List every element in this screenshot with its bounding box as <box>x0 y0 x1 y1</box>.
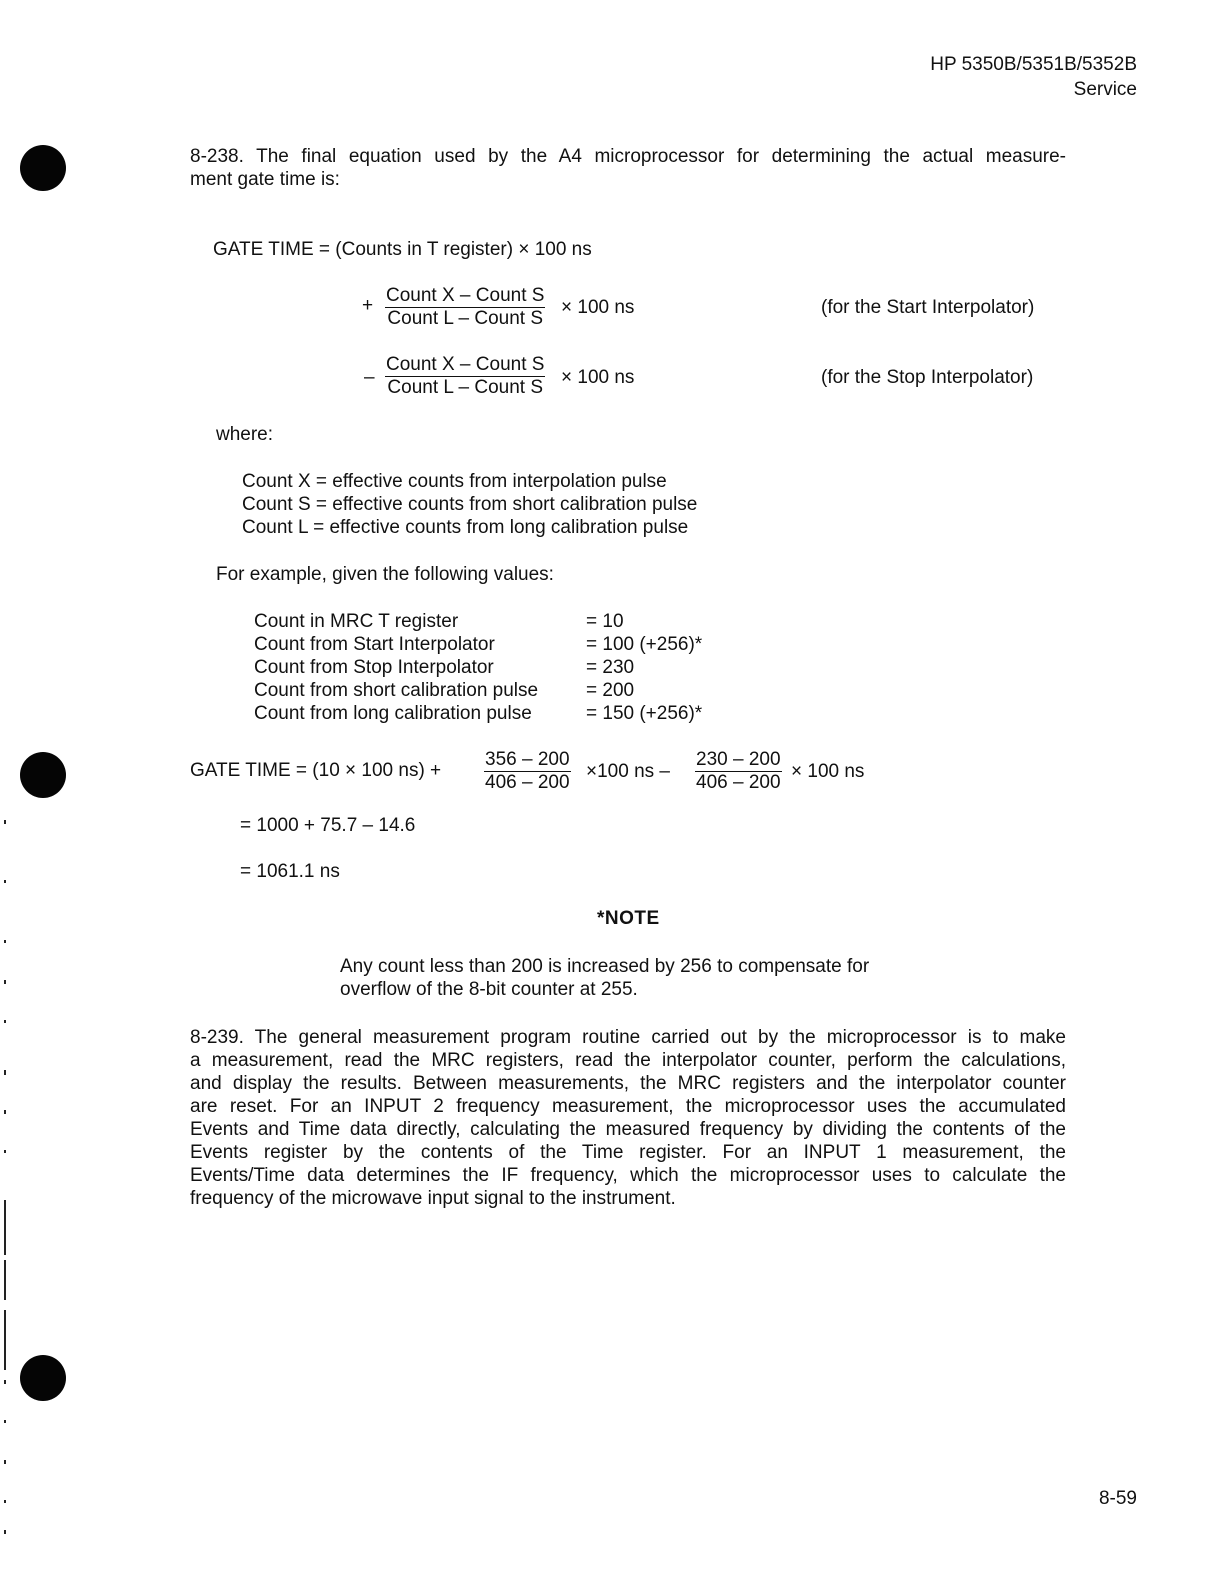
gate-time-equation-lhs: GATE TIME = (Counts in T register) × 100 ns <box>213 239 592 260</box>
binder-hole-middle <box>20 752 66 798</box>
example-intro: For example, given the following values: <box>216 564 554 585</box>
example-value: = 150 (+256)* <box>586 703 703 724</box>
paragraph-line: a measurement, read the MRC registers, read the interpolator counter, perform the calculations, <box>190 1050 1066 1071</box>
definition-count-s: Count S = effective counts from short calibration pulse <box>242 494 698 515</box>
example-value: = 10 <box>586 611 624 632</box>
definition-count-l: Count L = effective counts from long calibration pulse <box>242 517 689 538</box>
fraction-numerator: Count X – Count S <box>386 285 545 306</box>
paragraph-line: 8-238. The final equation used by the A4 microprocessor for determining the actual measure- <box>190 146 1066 167</box>
plus-sign: + <box>362 295 374 316</box>
paragraph-line: are reset. For an INPUT 2 frequency measurement, the microprocessor uses the accumulated <box>190 1096 1066 1117</box>
paragraph-line: Events register by the contents of the Time register. For an INPUT 1 measurement, the <box>190 1142 1066 1163</box>
example-value: = 230 <box>586 657 635 678</box>
stop-interpolator-fraction <box>385 354 545 399</box>
paragraph-line: Events/Time data determines the IF frequency, which the microprocessor uses to calculate the <box>190 1165 1066 1186</box>
fraction-denominator: 406 – 200 <box>485 772 570 793</box>
fraction-denominator: 406 – 200 <box>696 772 781 793</box>
example-equation-tail: × 100 ns <box>791 761 865 782</box>
note-line: Any count less than 200 is increased by 256 to compensate for <box>340 956 870 977</box>
where-label: where: <box>216 424 274 445</box>
header-section: Service <box>1073 79 1137 100</box>
example-result-sum: = 1000 + 75.7 – 14.6 <box>240 815 416 836</box>
fraction-numerator: 230 – 200 <box>696 749 781 770</box>
page-header <box>930 52 1137 102</box>
example-value-row <box>254 656 634 679</box>
example-value-row <box>254 702 702 725</box>
header-model: HP 5350B/5351B/5352B <box>930 54 1137 75</box>
example-fraction-start <box>484 749 571 794</box>
definition-count-x: Count X = effective counts from interpolation pulse <box>242 471 667 492</box>
start-interpolator-label: (for the Start Interpolator) <box>821 297 1035 318</box>
example-value-label: Count from short calibration pulse <box>254 680 539 701</box>
example-value-label: Count from Start Interpolator <box>254 634 495 655</box>
example-value-row <box>254 679 634 702</box>
example-value-row <box>254 633 702 656</box>
note-title: *NOTE <box>597 908 660 929</box>
binder-hole-bottom <box>20 1355 66 1401</box>
example-value-row <box>254 610 624 633</box>
example-result-total: = 1061.1 ns <box>240 861 340 882</box>
paragraph-line: 8-239. The general measurement program routine carried out by the microprocessor is to make <box>190 1027 1066 1048</box>
example-value-label: Count in MRC T register <box>254 611 459 632</box>
paragraph-line: Events and Time data directly, calculating the measured frequency by dividing the contents of the <box>190 1119 1066 1140</box>
example-value: = 100 (+256)* <box>586 634 703 655</box>
paragraph-line: ment gate time is: <box>190 169 340 190</box>
fraction-denominator: Count L – Count S <box>387 308 544 329</box>
paragraph-8-238 <box>190 145 1066 191</box>
example-value-label: Count from long calibration pulse <box>254 703 532 724</box>
paragraph-8-239 <box>190 1026 1066 1210</box>
page-number: 8-59 <box>1098 1488 1137 1509</box>
paragraph-line: frequency of the microwave input signal to the instrument. <box>190 1188 676 1209</box>
example-equation-middle: ×100 ns – <box>586 761 670 782</box>
times-100-ns: × 100 ns <box>561 367 635 388</box>
scan-edge-marks <box>4 820 8 1540</box>
times-100-ns: × 100 ns <box>561 297 635 318</box>
example-fraction-stop <box>695 749 782 794</box>
minus-sign: – <box>364 367 375 388</box>
example-value-label: Count from Stop Interpolator <box>254 657 494 678</box>
start-interpolator-fraction <box>385 285 545 330</box>
fraction-numerator: 356 – 200 <box>485 749 570 770</box>
example-equation-lhs: GATE TIME = (10 × 100 ns) + <box>190 760 442 781</box>
fraction-denominator: Count L – Count S <box>387 377 544 398</box>
note-line: overflow of the 8-bit counter at 255. <box>340 979 638 1000</box>
stop-interpolator-label: (for the Stop Interpolator) <box>821 367 1034 388</box>
fraction-numerator: Count X – Count S <box>386 354 545 375</box>
binder-hole-top <box>20 145 66 191</box>
example-value: = 200 <box>586 680 635 701</box>
paragraph-line: and display the results. Between measurements, the MRC registers and the interpolator counter <box>190 1073 1066 1094</box>
